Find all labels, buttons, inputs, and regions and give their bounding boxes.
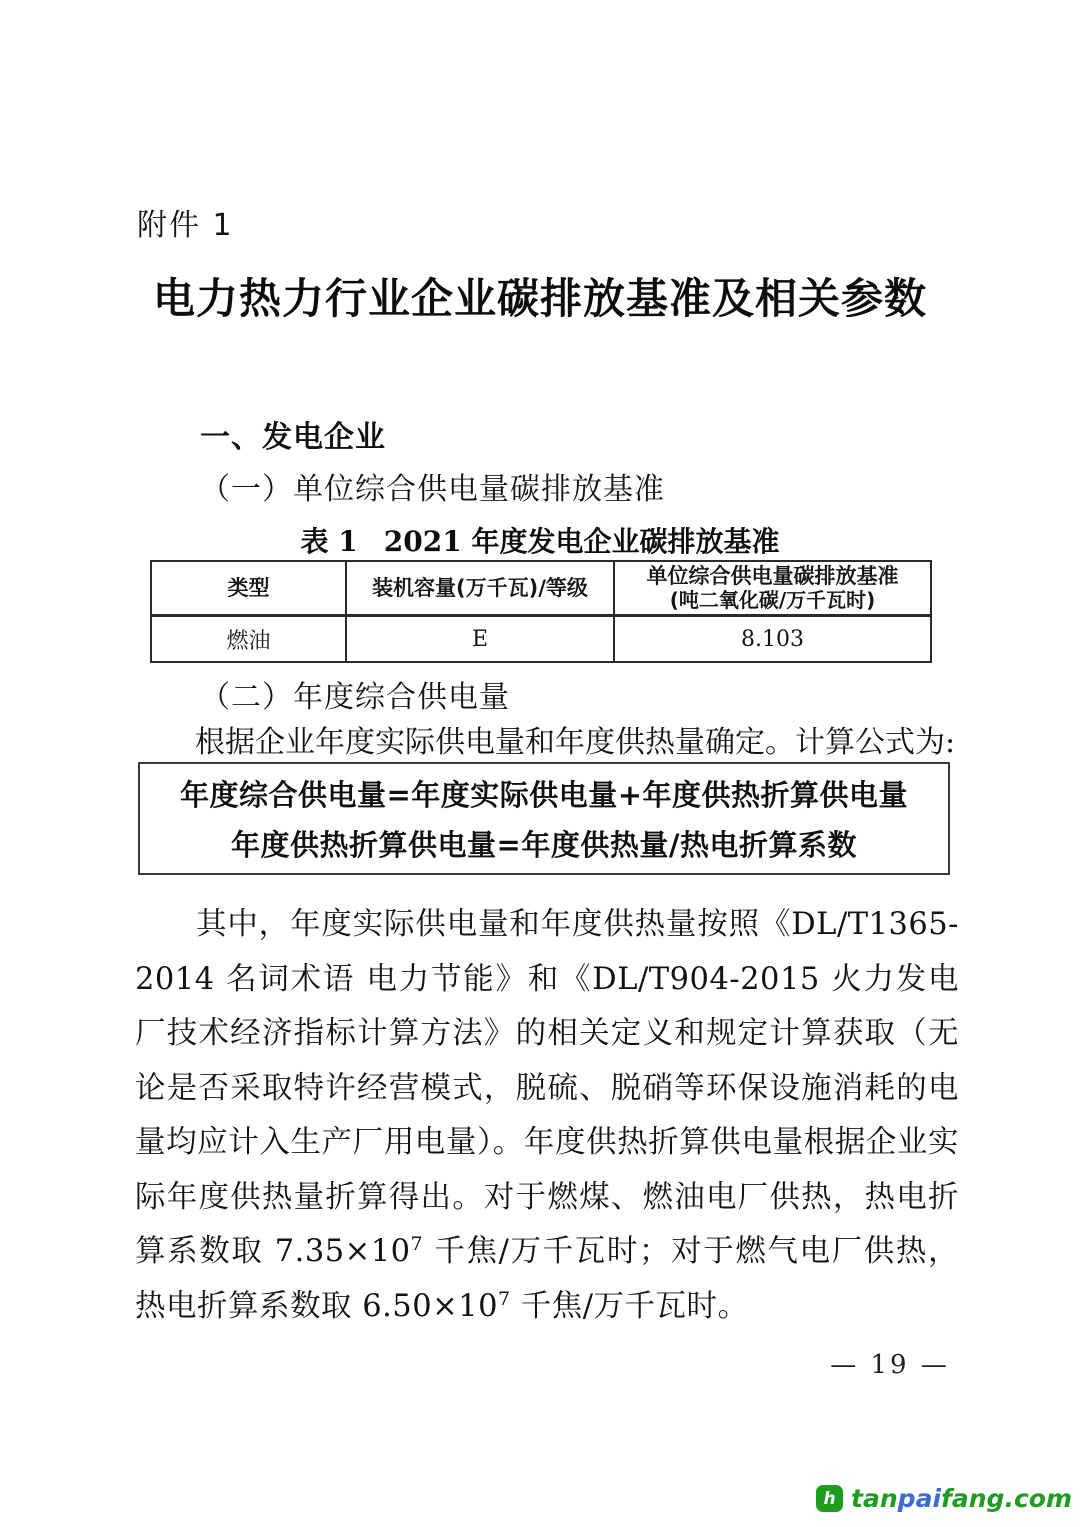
table-header-row [151, 561, 931, 616]
body-paragraph-part3: 千焦/万千瓦时。 [510, 1288, 749, 1324]
table-header-benchmark-line2: (吨二氧化碳/万千瓦时) [669, 587, 876, 612]
page-number: — 19 — [830, 1350, 950, 1380]
table-header-type: 类型 [151, 561, 346, 616]
formula-box [138, 762, 950, 875]
watermark-text-fang: fang.com [941, 1484, 1072, 1513]
subsection-2-heading: （二）年度综合供电量 [200, 680, 510, 715]
body-paragraph-part2: 千焦/万千瓦时；对于燃气电厂供热，热电折算系数取 6.50×10 [135, 1234, 959, 1324]
table-header-benchmark [614, 561, 931, 616]
table-header-capacity: 装机容量(万千瓦)/等级 [346, 561, 614, 616]
watermark-text-tan: tan [851, 1484, 898, 1513]
subsection-1-heading: （一）单位综合供电量碳排放基准 [200, 472, 665, 507]
body-paragraph-part1: 其中，年度实际供电量和年度供热量按照《DL/T1365-2014 名词术语 电力节能》和《DL/T904-2015 火力发电厂技术经济指标计算方法》的相关定义和规定计算获取（无论是否采取特许经营模式，脱硫、脱硝等环保设施消耗的电量均应计入生产厂用电量）。年度供热折算供电量根据企业实际年度供热量折算得出。对于燃煤、燃油电厂供热，热电折算系数取 7.35×10 [135, 907, 959, 1269]
table-caption [0, 520, 1080, 560]
document-title: 电力热力行业企业碳排放基准及相关参数 [152, 274, 927, 323]
tanpaifang-logo-icon: h [816, 1485, 843, 1512]
site-watermark[interactable] [816, 1484, 1072, 1513]
body-paragraph [135, 898, 959, 1334]
watermark-text [851, 1484, 1072, 1513]
table-cell-type: 燃油 [151, 616, 346, 663]
table-cell-capacity: E [346, 616, 614, 663]
formula-line-2: 年度供热折算供电量=年度供热量/热电折算系数 [231, 828, 857, 862]
section-heading-power-generation: 一、发电企业 [200, 420, 386, 455]
exponent-2: 7 [497, 1287, 511, 1310]
watermark-text-pai: pai [897, 1484, 942, 1513]
table-cell-benchmark: 8.103 [614, 616, 931, 663]
table-caption-label: 表 1 [300, 525, 358, 558]
benchmark-table [150, 560, 932, 663]
exponent-1: 7 [410, 1232, 424, 1255]
table-header-benchmark-line1: 单位综合供电量碳排放基准 [646, 564, 899, 589]
table-row [151, 616, 931, 663]
attachment-label: 附件 1 [137, 208, 234, 243]
formula-line-1: 年度综合供电量=年度实际供电量+年度供热折算供电量 [179, 778, 909, 812]
intro-sentence: 根据企业年度实际供电量和年度供热量确定。计算公式为: [195, 725, 956, 760]
table-caption-text: 2021 年度发电企业碳排放基准 [383, 525, 780, 558]
